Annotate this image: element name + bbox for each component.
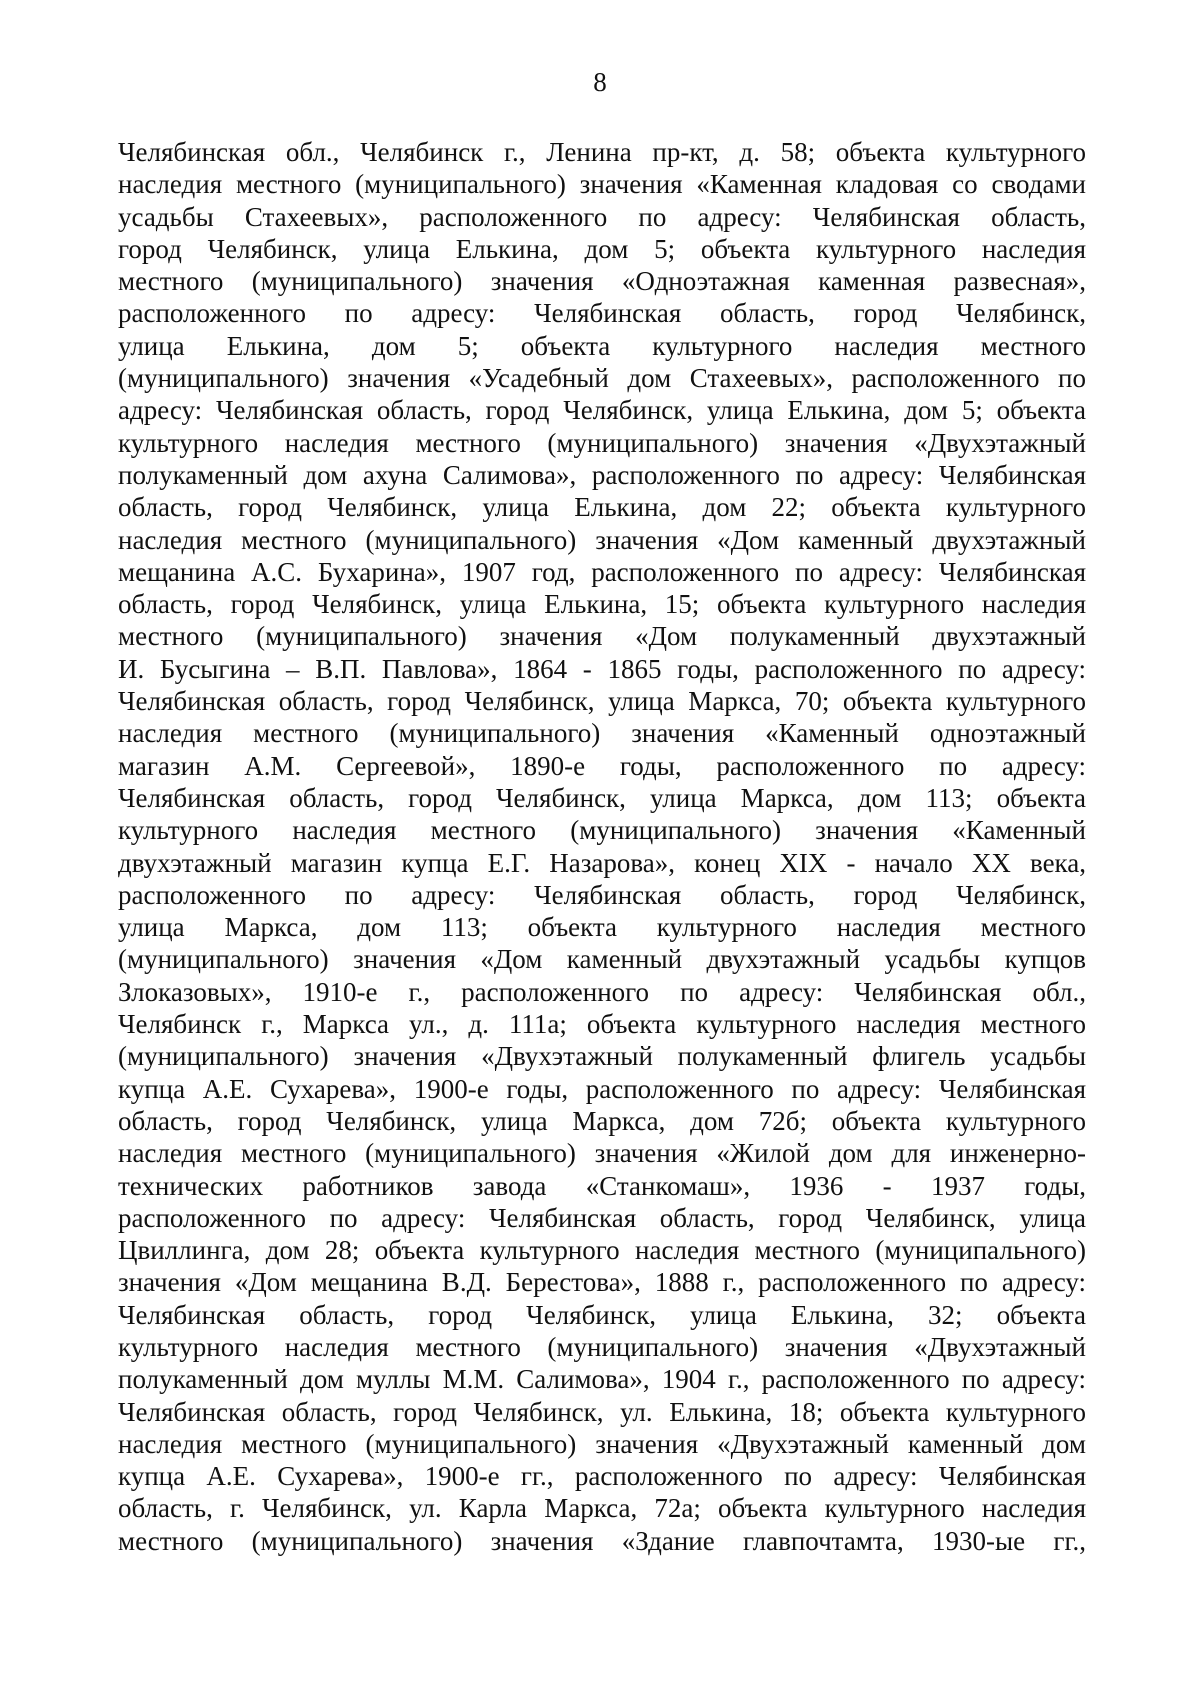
text-line: И. Бусыгина – В.П. Павлова», 1864 - 1865 годы, расположенного по адресу: [118,653,1086,684]
text-line: наследия местного (муниципального) значения «Двухэтажный каменный дом [118,1428,1086,1459]
text-line: область, город Челябинск, улица Маркса, дом 72б; объекта культурного [118,1105,1086,1136]
text-line: область, г. Челябинск, ул. Карла Маркса, 72а; объекта культурного наследия [118,1493,1086,1524]
text-line: культурного наследия местного (муниципального) значения «Каменный [118,815,1086,846]
text-line: местного (муниципального) значения «Одноэтажная каменная развесная», [118,266,1086,297]
text-line: улица Маркса, дом 113; объекта культурного наследия местного [118,912,1086,943]
text-line: расположенного по адресу: Челябинская область, город Челябинск, [118,298,1086,329]
text-line: Челябинск г., Маркса ул., д. 111а; объекта культурного наследия местного [118,1009,1086,1040]
text-line: область, город Челябинск, улица Елькина, 15; объекта культурного наследия [118,589,1086,620]
text-line: местного (муниципального) значения «Здание главпочтамта, 1930-ые гг., [118,1525,1086,1556]
text-line: Челябинская область, город Челябинск, улица Маркса, дом 113; объекта [118,782,1086,813]
text-line: полукаменный дом муллы М.М. Салимова», 1904 г., расположенного по адресу: [118,1364,1086,1395]
text-line: Злоказовых», 1910-е г., расположенного по адресу: Челябинская обл., [118,976,1086,1007]
text-line: улица Елькина, дом 5; объекта культурного наследия местного [118,330,1086,361]
text-line: наследия местного (муниципального) значения «Каменная кладовая со сводами [118,169,1086,200]
text-line: магазин А.М. Сергеевой», 1890-е годы, расположенного по адресу: [118,750,1086,781]
text-line: наследия местного (муниципального) значения «Жилой дом для инженерно- [118,1138,1086,1169]
text-line: полукаменный дом ахуна Салимова», расположенного по адресу: Челябинская [118,459,1086,490]
text-line: Челябинская область, город Челябинск, улица Маркса, 70; объекта культурного [118,686,1086,717]
text-line: область, город Челябинск, улица Елькина, дом 22; объекта культурного [118,492,1086,523]
text-line: купца А.Е. Сухарева», 1900-е гг., расположенного по адресу: Челябинская [118,1461,1086,1492]
text-line: расположенного по адресу: Челябинская область, город Челябинск, улица [118,1202,1086,1233]
text-line: культурного наследия местного (муниципального) значения «Двухэтажный [118,1331,1086,1362]
text-line: Цвиллинга, дом 28; объекта культурного наследия местного (муниципального) [118,1235,1086,1266]
text-line: город Челябинск, улица Елькина, дом 5; объекта культурного наследия [118,233,1086,264]
text-line: двухэтажный магазин купца Е.Г. Назарова», конец XIX - начало XX века, [118,847,1086,878]
text-line: Челябинская область, город Челябинск, улица Елькина, 32; объекта [118,1299,1086,1330]
body-paragraph [118,136,1086,1557]
page-number: 8 [593,67,607,97]
text-line: наследия местного (муниципального) значения «Каменный одноэтажный [118,718,1086,749]
text-line: адресу: Челябинская область, город Челябинск, улица Елькина, дом 5; объекта [118,395,1086,426]
text-line: значения «Дом мещанина В.Д. Берестова», 1888 г., расположенного по адресу: [118,1267,1086,1298]
text-line: усадьбы Стахеевых», расположенного по адресу: Челябинская область, [118,201,1086,232]
text-line: культурного наследия местного (муниципального) значения «Двухэтажный [118,427,1086,458]
text-line: купца А.Е. Сухарева», 1900-е годы, расположенного по адресу: Челябинская [118,1073,1086,1104]
text-line: расположенного по адресу: Челябинская область, город Челябинск, [118,879,1086,910]
text-line: (муниципального) значения «Дом каменный двухэтажный усадьбы купцов [118,944,1086,975]
text-line: Челябинская обл., Челябинск г., Ленина пр-кт, д. 58; объекта культурного [118,137,1086,167]
text-line: технических работников завода «Станкомаш», 1936 - 1937 годы, [118,1170,1086,1201]
text-line: (муниципального) значения «Двухэтажный полукаменный флигель усадьбы [118,1041,1086,1072]
text-line: мещанина А.С. Бухарина», 1907 год, расположенного по адресу: Челябинская [118,556,1086,587]
text-line: наследия местного (муниципального) значения «Дом каменный двухэтажный [118,524,1086,555]
text-line: местного (муниципального) значения «Дом полукаменный двухэтажный [118,621,1086,652]
text-line: (муниципального) значения «Усадебный дом Стахеевых», расположенного по [118,363,1086,394]
text-line: Челябинская область, город Челябинск, ул. Елькина, 18; объекта культурного [118,1396,1086,1427]
